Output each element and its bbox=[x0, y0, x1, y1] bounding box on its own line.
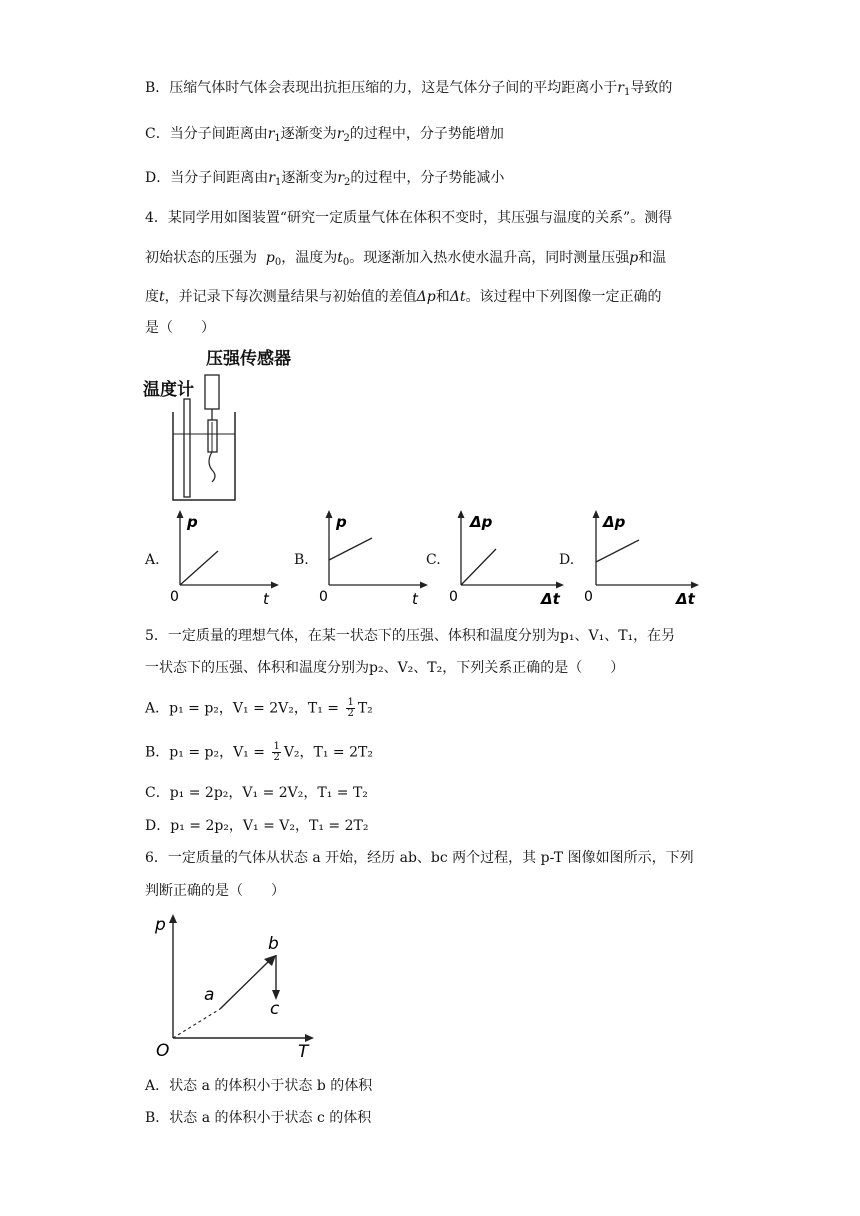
fraction-one-half: $\frac{1}{2}$ bbox=[347, 697, 354, 719]
beaker-icon bbox=[173, 412, 235, 500]
q4-graph-b bbox=[312, 508, 432, 608]
q5-stem-line-1: 5．一定质量的理想气体，在某一状态下的压强、体积和温度分别为p₁、V₁、T₁，在另 bbox=[145, 628, 676, 644]
svg-text:a: a bbox=[204, 985, 215, 1005]
svg-text:p: p bbox=[336, 513, 347, 531]
svg-text:Δp: Δp bbox=[470, 513, 493, 531]
svg-text:0: 0 bbox=[170, 589, 179, 605]
svg-text:Δp: Δp bbox=[603, 513, 626, 531]
q5-option-b: B．p₁ = p₂，V₁ = $\frac{1}{2}$ V₂，T₁ = 2T₂ bbox=[145, 741, 373, 763]
pressure-sensor-label: 压强传感器 bbox=[206, 349, 291, 369]
svg-text:0: 0 bbox=[319, 589, 328, 605]
q6-pt-graph bbox=[148, 908, 323, 1063]
svg-text:b: b bbox=[268, 934, 279, 954]
q4-graph-a bbox=[163, 508, 283, 608]
process-ab-line bbox=[220, 960, 270, 1009]
graph-c-line bbox=[461, 549, 496, 585]
svg-text:0: 0 bbox=[449, 589, 458, 605]
q4-graph-b-label: B. bbox=[294, 552, 309, 568]
svg-text:t: t bbox=[263, 590, 269, 608]
q5-option-d: D．p₁ = 2p₂，V₁ = V₂，T₁ = 2T₂ bbox=[145, 818, 369, 834]
fraction-one-half: $\frac{1}{2}$ bbox=[273, 741, 280, 763]
pressure-sensor-icon bbox=[205, 375, 219, 409]
q6-stem-line-1: 6．一定质量的气体从状态 a 开始，经历 ab、bc 两个过程，其 p-T 图像如图所示，下列 bbox=[145, 850, 694, 866]
q5-option-c: C．p₁ = 2p₂，V₁ = 2V₂，T₁ = T₂ bbox=[145, 785, 368, 801]
svg-text:p: p bbox=[187, 513, 198, 531]
thermometer-icon bbox=[184, 399, 190, 497]
q4-graph-c-label: C. bbox=[426, 552, 441, 568]
q4-stem-line-1: 4．某同学用如图装置“研究一定质量气体在体积不变时，其压强与温度的关系”。测得 bbox=[145, 210, 673, 226]
svg-text:0: 0 bbox=[584, 589, 593, 605]
q4-graph-d-label: D. bbox=[559, 552, 575, 568]
q4-graph-c bbox=[444, 508, 569, 608]
q4-stem-line-4: 是（ ） bbox=[145, 320, 215, 336]
thermometer-label: 温度计 bbox=[143, 380, 194, 400]
q4-stem-line-3: 度t，并记录下每次测量结果与初始值的差值Δp和Δt。该过程中下列图像一定正确的 bbox=[145, 289, 662, 305]
svg-text:c: c bbox=[270, 999, 280, 1019]
q4-graph-d bbox=[579, 508, 704, 608]
q5-stem-line-2: 一状态下的压强、体积和温度分别为p₂、V₂、T₂，下列关系正确的是（ ） bbox=[145, 660, 625, 676]
q5-option-a: A．p₁ = p₂，V₁ = 2V₂，T₁ = $\frac{1}{2}$ T₂ bbox=[145, 697, 373, 719]
q3-option-c: C．当分子间距离由$r_1$逐渐变为$r_2$的过程中，分子势能增加 bbox=[145, 126, 504, 144]
q6-option-b: B．状态 a 的体积小于状态 c 的体积 bbox=[145, 1110, 372, 1126]
q6-option-a: A．状态 a 的体积小于状态 b 的体积 bbox=[145, 1078, 373, 1094]
q3-option-d: D．当分子间距离由$r_1$逐渐变为$r_2$的过程中，分子势能减小 bbox=[145, 170, 505, 188]
svg-text:p: p bbox=[155, 915, 166, 935]
graph-a-line bbox=[180, 551, 218, 585]
graph-d-line bbox=[596, 540, 639, 562]
svg-text:T: T bbox=[298, 1042, 309, 1062]
svg-text:Δt: Δt bbox=[676, 590, 695, 608]
svg-text:t: t bbox=[412, 590, 418, 608]
svg-text:O: O bbox=[156, 1041, 170, 1061]
graph-b-line bbox=[329, 538, 372, 560]
q6-stem-line-2: 判断正确的是（ ） bbox=[145, 883, 285, 899]
svg-text:Δt: Δt bbox=[541, 590, 560, 608]
dashed-extension bbox=[173, 1009, 220, 1038]
q4-apparatus-figure bbox=[140, 342, 310, 507]
q3-option-b: B．压缩气体时气体会表现出抗拒压缩的力，这是气体分子间的平均距离小于$r_1$导致的 bbox=[145, 80, 673, 98]
q4-graph-a-label: A. bbox=[145, 552, 160, 568]
q4-stem-line-2: 初始状态的压强为 $p_0$，温度为$t_0$。现逐渐加入热水使水温升高，同时测量压强p和温 bbox=[145, 250, 667, 268]
